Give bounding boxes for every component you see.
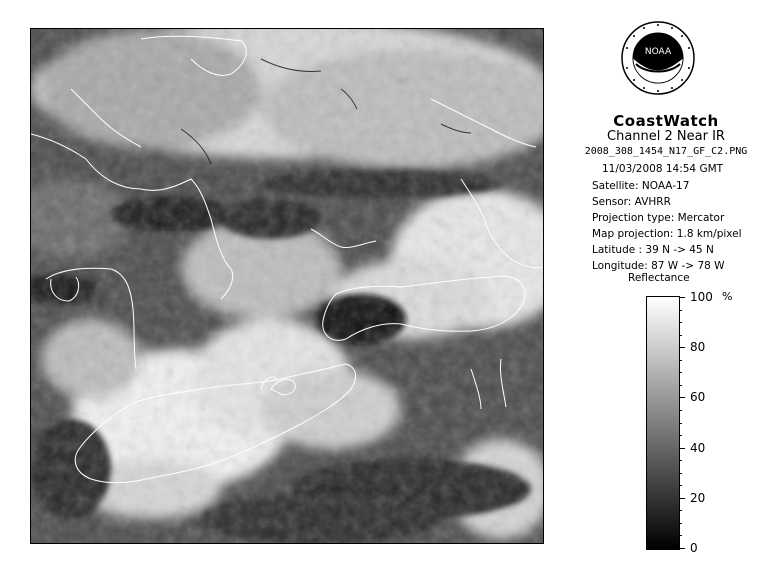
colorbar-tick-label: 0	[690, 541, 698, 555]
colorbar-tick	[679, 523, 682, 524]
colorbar-tick	[679, 335, 682, 336]
colorbar-tick	[679, 473, 682, 474]
product-title: CoastWatch	[613, 112, 719, 130]
colorbar-tick-label: 40	[690, 440, 706, 455]
colorbar-tick	[679, 498, 685, 499]
colorbar-tick-label: 20	[690, 490, 706, 505]
colorbar-tick	[679, 297, 685, 298]
satellite-image	[31, 29, 543, 543]
colorbar-tick	[679, 423, 682, 424]
satellite-image-map	[30, 28, 544, 544]
colorbar-tick	[679, 410, 682, 411]
colorbar-tick	[679, 510, 682, 511]
colorbar-tick	[679, 548, 685, 549]
colorbar-tick	[679, 347, 685, 348]
file-name: 2008_308_1454_N17_GF_C2.PNG	[584, 146, 748, 157]
colorbar-tick	[679, 460, 682, 461]
latitude-label: Latitude : 39 N -> 45 N	[592, 244, 714, 256]
projection-type-label: Projection type: Mercator	[592, 212, 725, 224]
colorbar-tick	[679, 435, 682, 436]
colorbar-tick	[679, 372, 682, 373]
acquisition-datetime: 11/03/2008 14:54 GMT	[602, 163, 724, 175]
sensor-label: Sensor: AVHRR	[592, 196, 671, 208]
colorbar-tick	[679, 397, 685, 398]
colorbar-tick-label: 100	[690, 290, 713, 304]
longitude-label: Longitude: 87 W -> 78 W	[592, 260, 725, 272]
colorbar-tick	[679, 535, 682, 536]
satellite-label: Satellite: NOAA-17	[592, 180, 690, 192]
logo-center-text: NOAA	[644, 47, 672, 57]
colorbar-tick	[679, 360, 682, 361]
colorbar-title: Reflectance	[628, 272, 690, 284]
channel-name: Channel 2 Near IR	[607, 129, 725, 144]
colorbar-unit: %	[722, 290, 733, 303]
colorbar-tick-label: 80	[690, 340, 706, 355]
map-projection-label: Map projection: 1.8 km/pixel	[592, 228, 742, 240]
colorbar-tick	[679, 322, 682, 323]
colorbar-tick	[679, 385, 682, 386]
noaa-logo	[620, 20, 696, 96]
colorbar-tick	[679, 485, 682, 486]
colorbar-tick	[679, 448, 685, 449]
noaa-seal-icon	[620, 20, 696, 96]
colorbar-tick-label: 60	[690, 390, 706, 405]
colorbar-tick	[679, 310, 682, 311]
colorbar-legend	[646, 296, 680, 550]
